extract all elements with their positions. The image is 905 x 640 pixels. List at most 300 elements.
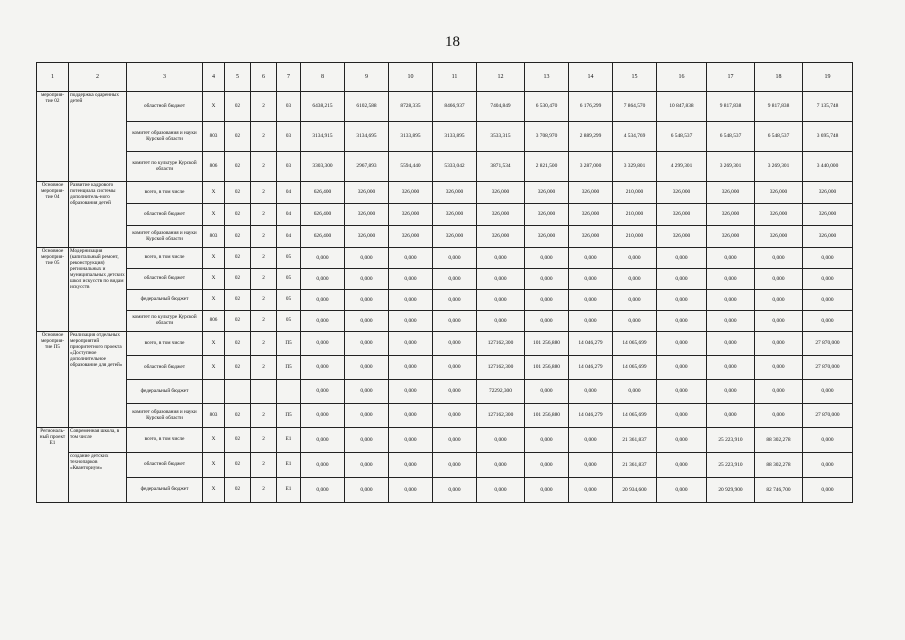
funding-source: федеральный бюджет: [127, 290, 203, 311]
code-program: 02: [225, 122, 251, 152]
amount-cell: 326,000: [477, 226, 525, 248]
amount-cell: 0,000: [525, 380, 569, 404]
funding-source: областной бюджет: [127, 269, 203, 290]
amount-cell: 0,000: [389, 404, 433, 428]
amount-cell: 326,000: [525, 204, 569, 226]
column-number: 17: [707, 63, 755, 92]
amount-cell: 0,000: [569, 428, 613, 453]
amount-cell: 3 440,000: [803, 152, 853, 182]
code-subprogram: 2: [251, 182, 277, 204]
amount-cell: 326,000: [525, 226, 569, 248]
table-row: [37, 152, 853, 182]
code-program: 02: [225, 453, 251, 478]
code-subprogram: 2: [251, 311, 277, 332]
amount-cell: 326,000: [707, 204, 755, 226]
column-number: 10: [389, 63, 433, 92]
column-number: 16: [657, 63, 707, 92]
amount-cell: 2 889,299: [569, 122, 613, 152]
amount-cell: 0,000: [345, 478, 389, 503]
budget-table-body: [37, 63, 853, 503]
amount-cell: 82 746,700: [755, 478, 803, 503]
funding-source: областной бюджет: [127, 204, 203, 226]
amount-cell: 0,000: [525, 478, 569, 503]
amount-cell: 0,000: [345, 311, 389, 332]
amount-cell: 0,000: [525, 248, 569, 269]
amount-cell: 0,000: [433, 380, 477, 404]
funding-source: областной бюджет: [127, 356, 203, 380]
amount-cell: 0,000: [345, 269, 389, 290]
amount-cell: 0,000: [803, 478, 853, 503]
code-subprogram: 2: [251, 204, 277, 226]
code-subprogram: 2: [251, 453, 277, 478]
table-row: [37, 404, 853, 428]
code-subprogram: 2: [251, 152, 277, 182]
column-number: 18: [755, 63, 803, 92]
code-program: 02: [225, 428, 251, 453]
amount-cell: 326,000: [707, 182, 755, 204]
column-number: 7: [277, 63, 301, 92]
amount-cell: 0,000: [707, 248, 755, 269]
amount-cell: 0,000: [433, 428, 477, 453]
amount-cell: 4 299,301: [657, 152, 707, 182]
amount-cell: 14 065,699: [613, 356, 657, 380]
amount-cell: 0,000: [301, 404, 345, 428]
amount-cell: 6102,588: [345, 92, 389, 122]
amount-cell: 8466,937: [433, 92, 477, 122]
column-number: 5: [225, 63, 251, 92]
measure-subtitle: создание детских технопарков «Кванториум»: [69, 453, 127, 503]
amount-cell: 0,000: [525, 269, 569, 290]
amount-cell: 101 256,880: [525, 332, 569, 356]
code-measure: П5: [277, 356, 301, 380]
amount-cell: 3533,315: [477, 122, 525, 152]
funding-source: всего, в том числе: [127, 248, 203, 269]
code-subprogram: [251, 380, 277, 404]
amount-cell: 0,000: [389, 478, 433, 503]
table-row: [37, 122, 853, 152]
amount-cell: 0,000: [301, 478, 345, 503]
amount-cell: 626,400: [301, 226, 345, 248]
amount-cell: 0,000: [657, 428, 707, 453]
funding-source: комитет образования и науки Курской области: [127, 226, 203, 248]
amount-cell: 3 287,000: [569, 152, 613, 182]
amount-cell: 5333,042: [433, 152, 477, 182]
amount-cell: 326,000: [477, 204, 525, 226]
amount-cell: 0,000: [477, 269, 525, 290]
amount-cell: 326,000: [569, 226, 613, 248]
amount-cell: 326,000: [345, 182, 389, 204]
column-number: 14: [569, 63, 613, 92]
table-row: [37, 226, 853, 248]
amount-cell: 0,000: [707, 290, 755, 311]
column-number: 2: [69, 63, 127, 92]
amount-cell: 326,000: [755, 226, 803, 248]
column-number: 4: [203, 63, 225, 92]
amount-cell: 0,000: [477, 248, 525, 269]
amount-cell: 0,000: [657, 311, 707, 332]
amount-cell: 27 870,000: [803, 404, 853, 428]
measure-title: Современная школа, в том числе: [69, 428, 127, 453]
amount-cell: 6 548,537: [657, 122, 707, 152]
amount-cell: 3303,300: [301, 152, 345, 182]
amount-cell: 0,000: [345, 290, 389, 311]
amount-cell: 0,000: [803, 428, 853, 453]
amount-cell: 20 929,900: [707, 478, 755, 503]
table-row: [37, 248, 853, 269]
amount-cell: 27 870,000: [803, 356, 853, 380]
amount-cell: 0,000: [525, 428, 569, 453]
amount-cell: 0,000: [755, 269, 803, 290]
measure-name: Основное мероприя-тие 05: [37, 248, 69, 332]
table-row: [37, 290, 853, 311]
amount-cell: 0,000: [345, 380, 389, 404]
amount-cell: 21 361,837: [613, 453, 657, 478]
amount-cell: 0,000: [525, 290, 569, 311]
amount-cell: 25 223,910: [707, 453, 755, 478]
funding-source: областной бюджет: [127, 92, 203, 122]
table-row: [37, 92, 853, 122]
amount-cell: 127162,300: [477, 332, 525, 356]
budget-table: [36, 62, 853, 503]
amount-cell: 326,000: [803, 204, 853, 226]
code-measure: 03: [277, 152, 301, 182]
code-measure: 05: [277, 248, 301, 269]
funding-source: всего, в том числе: [127, 332, 203, 356]
column-number: 15: [613, 63, 657, 92]
amount-cell: 210,000: [613, 204, 657, 226]
code-program: 02: [225, 311, 251, 332]
amount-cell: 3 329,801: [613, 152, 657, 182]
amount-cell: 0,000: [345, 453, 389, 478]
amount-cell: 0,000: [569, 290, 613, 311]
amount-cell: 0,000: [657, 290, 707, 311]
code-measure: Е1: [277, 478, 301, 503]
amount-cell: 101 256,880: [525, 356, 569, 380]
amount-cell: 0,000: [433, 332, 477, 356]
amount-cell: 88 302,278: [755, 453, 803, 478]
amount-cell: 3 708,970: [525, 122, 569, 152]
amount-cell: 0,000: [345, 332, 389, 356]
amount-cell: 0,000: [389, 380, 433, 404]
amount-cell: 0,000: [803, 453, 853, 478]
amount-cell: 0,000: [433, 290, 477, 311]
code-measure: 04: [277, 182, 301, 204]
table-row: [37, 269, 853, 290]
page-number: 18: [445, 34, 460, 50]
code-subprogram: 2: [251, 478, 277, 503]
amount-cell: 72292,300: [477, 380, 525, 404]
code-grbs: Х: [203, 248, 225, 269]
amount-cell: 3134,695: [345, 122, 389, 152]
funding-source: федеральный бюджет: [127, 478, 203, 503]
amount-cell: 326,000: [389, 204, 433, 226]
funding-source: комитет образования и науки Курской области: [127, 122, 203, 152]
amount-cell: 326,000: [707, 226, 755, 248]
code-program: 02: [225, 269, 251, 290]
amount-cell: 0,000: [569, 478, 613, 503]
amount-cell: 0,000: [613, 248, 657, 269]
amount-cell: 0,000: [707, 404, 755, 428]
funding-source: комитет по культуре Курской области: [127, 152, 203, 182]
amount-cell: 6 548,537: [707, 122, 755, 152]
code-program: 02: [225, 152, 251, 182]
amount-cell: 4 534,769: [613, 122, 657, 152]
amount-cell: 0,000: [389, 428, 433, 453]
funding-source: федеральный бюджет: [127, 380, 203, 404]
amount-cell: 8728,335: [389, 92, 433, 122]
amount-cell: 0,000: [613, 380, 657, 404]
code-grbs: Х: [203, 453, 225, 478]
table-row: [37, 182, 853, 204]
code-grbs: Х: [203, 204, 225, 226]
code-program: 02: [225, 404, 251, 428]
amount-cell: 326,000: [389, 182, 433, 204]
code-subprogram: 2: [251, 332, 277, 356]
code-grbs: Х: [203, 182, 225, 204]
amount-cell: 21 361,837: [613, 428, 657, 453]
column-number: 8: [301, 63, 345, 92]
amount-cell: 0,000: [477, 428, 525, 453]
amount-cell: 0,000: [477, 478, 525, 503]
amount-cell: 0,000: [477, 311, 525, 332]
amount-cell: 326,000: [755, 204, 803, 226]
amount-cell: 0,000: [657, 380, 707, 404]
amount-cell: 0,000: [433, 311, 477, 332]
amount-cell: 0,000: [301, 311, 345, 332]
amount-cell: 0,000: [707, 356, 755, 380]
amount-cell: 0,000: [301, 332, 345, 356]
table-row: [37, 204, 853, 226]
column-number: 9: [345, 63, 389, 92]
amount-cell: 0,000: [345, 356, 389, 380]
code-grbs: Х: [203, 92, 225, 122]
amount-cell: 326,000: [477, 182, 525, 204]
amount-cell: 6 530,470: [525, 92, 569, 122]
amount-cell: 0,000: [345, 428, 389, 453]
code-grbs: Х: [203, 356, 225, 380]
funding-source: всего, в том числе: [127, 182, 203, 204]
amount-cell: 127162,300: [477, 404, 525, 428]
amount-cell: 0,000: [707, 311, 755, 332]
amount-cell: 7 135,748: [803, 92, 853, 122]
amount-cell: 0,000: [301, 428, 345, 453]
amount-cell: 326,000: [657, 226, 707, 248]
code-program: 02: [225, 290, 251, 311]
amount-cell: 0,000: [389, 248, 433, 269]
amount-cell: 7 864,570: [613, 92, 657, 122]
amount-cell: 326,000: [389, 226, 433, 248]
code-program: 02: [225, 478, 251, 503]
code-subprogram: 2: [251, 92, 277, 122]
amount-cell: 0,000: [433, 248, 477, 269]
code-subprogram: 2: [251, 269, 277, 290]
amount-cell: 0,000: [525, 453, 569, 478]
code-measure: [277, 380, 301, 404]
amount-cell: 3 695,748: [803, 122, 853, 152]
amount-cell: 0,000: [755, 248, 803, 269]
amount-cell: 14 046,279: [569, 332, 613, 356]
code-grbs: 806: [203, 152, 225, 182]
amount-cell: 9 817,838: [755, 92, 803, 122]
amount-cell: 326,000: [803, 182, 853, 204]
measure-name: Региональ-ный проект Е1: [37, 428, 69, 503]
amount-cell: 0,000: [755, 404, 803, 428]
code-subprogram: 2: [251, 290, 277, 311]
funding-source: комитет образования и науки Курской области: [127, 404, 203, 428]
code-measure: 04: [277, 204, 301, 226]
code-grbs: 806: [203, 311, 225, 332]
code-measure: Е1: [277, 428, 301, 453]
amount-cell: 0,000: [657, 478, 707, 503]
code-subprogram: 2: [251, 226, 277, 248]
table-row: [37, 428, 853, 453]
amount-cell: 0,000: [389, 453, 433, 478]
amount-cell: 3 269,301: [755, 152, 803, 182]
amount-cell: 0,000: [803, 380, 853, 404]
amount-cell: 0,000: [389, 332, 433, 356]
amount-cell: 0,000: [301, 380, 345, 404]
amount-cell: 326,000: [433, 204, 477, 226]
amount-cell: 14 065,699: [613, 404, 657, 428]
amount-cell: 326,000: [755, 182, 803, 204]
amount-cell: 20 934,600: [613, 478, 657, 503]
code-grbs: Х: [203, 290, 225, 311]
amount-cell: 0,000: [657, 332, 707, 356]
amount-cell: 326,000: [803, 226, 853, 248]
measure-name: мероприя-тие 02: [37, 92, 69, 182]
code-program: 02: [225, 204, 251, 226]
code-measure: 03: [277, 92, 301, 122]
amount-cell: 0,000: [389, 290, 433, 311]
amount-cell: 0,000: [803, 290, 853, 311]
amount-cell: 0,000: [389, 269, 433, 290]
code-program: 02: [225, 332, 251, 356]
column-number: 6: [251, 63, 277, 92]
amount-cell: 0,000: [657, 404, 707, 428]
code-program: 02: [225, 356, 251, 380]
amount-cell: 0,000: [301, 269, 345, 290]
amount-cell: 626,400: [301, 182, 345, 204]
measure-name: Основное мероприя-тие 04: [37, 182, 69, 248]
code-grbs: Х: [203, 478, 225, 503]
table-row: [37, 332, 853, 356]
code-subprogram: 2: [251, 122, 277, 152]
column-number: 13: [525, 63, 569, 92]
amount-cell: 3133,895: [389, 122, 433, 152]
table-row: [37, 380, 853, 404]
code-measure: 05: [277, 269, 301, 290]
amount-cell: 326,000: [433, 182, 477, 204]
code-measure: 03: [277, 122, 301, 152]
column-number: 3: [127, 63, 203, 92]
amount-cell: 25 223,910: [707, 428, 755, 453]
amount-cell: 0,000: [613, 290, 657, 311]
code-measure: 05: [277, 311, 301, 332]
amount-cell: 10 847,838: [657, 92, 707, 122]
amount-cell: 14 046,279: [569, 356, 613, 380]
amount-cell: 127162,300: [477, 356, 525, 380]
code-grbs: Х: [203, 332, 225, 356]
amount-cell: 0,000: [755, 290, 803, 311]
code-measure: П5: [277, 332, 301, 356]
amount-cell: 0,000: [477, 290, 525, 311]
amount-cell: 326,000: [345, 226, 389, 248]
measure-title: Реализация отдельных мероприятий приоритетного проекта «Доступное дополнительное образование для детей»: [69, 332, 127, 428]
table-row: [37, 356, 853, 380]
column-number: 19: [803, 63, 853, 92]
code-subprogram: 2: [251, 248, 277, 269]
amount-cell: 3134,915: [301, 122, 345, 152]
code-program: 02: [225, 248, 251, 269]
amount-cell: 0,000: [755, 356, 803, 380]
amount-cell: 0,000: [657, 269, 707, 290]
amount-cell: 626,400: [301, 204, 345, 226]
amount-cell: 0,000: [301, 290, 345, 311]
amount-cell: 0,000: [707, 380, 755, 404]
amount-cell: 0,000: [345, 248, 389, 269]
amount-cell: 0,000: [803, 269, 853, 290]
amount-cell: 14 065,699: [613, 332, 657, 356]
code-subprogram: 2: [251, 404, 277, 428]
amount-cell: 0,000: [569, 269, 613, 290]
amount-cell: 6 548,537: [755, 122, 803, 152]
code-grbs: 803: [203, 226, 225, 248]
amount-cell: 0,000: [433, 453, 477, 478]
amount-cell: 0,000: [433, 269, 477, 290]
code-program: [225, 380, 251, 404]
amount-cell: 0,000: [301, 248, 345, 269]
amount-cell: 0,000: [657, 248, 707, 269]
table-row: [37, 478, 853, 503]
amount-cell: 0,000: [433, 356, 477, 380]
amount-cell: 0,000: [569, 453, 613, 478]
funding-source: всего, в том числе: [127, 428, 203, 453]
amount-cell: 210,000: [613, 226, 657, 248]
amount-cell: 9 817,838: [707, 92, 755, 122]
amount-cell: 2967,893: [345, 152, 389, 182]
amount-cell: 326,000: [433, 226, 477, 248]
measure-title: Модернизация (капитальный ремонт, реконструкция) региональных и муниципальных детских школ искусств по видам искусств: [69, 248, 127, 332]
amount-cell: 0,000: [301, 356, 345, 380]
amount-cell: 210,000: [613, 182, 657, 204]
amount-cell: 0,000: [803, 248, 853, 269]
funding-source: комитет по культуре Курской области: [127, 311, 203, 332]
amount-cell: 2 821,500: [525, 152, 569, 182]
code-program: 02: [225, 182, 251, 204]
amount-cell: 0,000: [707, 269, 755, 290]
amount-cell: 0,000: [433, 478, 477, 503]
table-row: [37, 453, 853, 478]
amount-cell: 326,000: [569, 182, 613, 204]
amount-cell: 6 176,299: [569, 92, 613, 122]
amount-cell: 0,000: [569, 311, 613, 332]
amount-cell: 0,000: [345, 404, 389, 428]
amount-cell: 0,000: [433, 404, 477, 428]
column-number: 1: [37, 63, 69, 92]
amount-cell: 0,000: [525, 311, 569, 332]
code-program: 02: [225, 226, 251, 248]
amount-cell: 0,000: [389, 356, 433, 380]
amount-cell: 0,000: [657, 356, 707, 380]
column-number: 12: [477, 63, 525, 92]
table-row: [37, 311, 853, 332]
code-measure: Е1: [277, 453, 301, 478]
amount-cell: 88 302,278: [755, 428, 803, 453]
measure-title: поддержка одаренных детей: [69, 92, 127, 182]
column-number: 11: [433, 63, 477, 92]
amount-cell: 0,000: [569, 248, 613, 269]
code-subprogram: 2: [251, 356, 277, 380]
